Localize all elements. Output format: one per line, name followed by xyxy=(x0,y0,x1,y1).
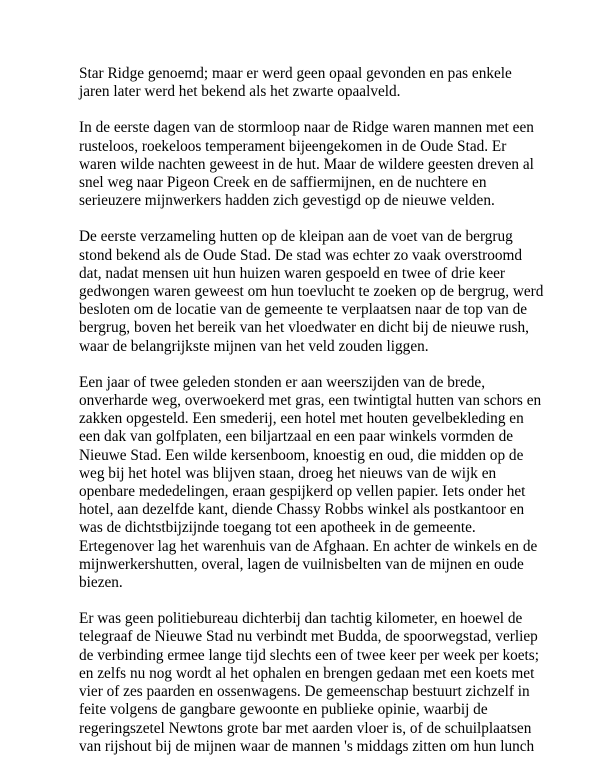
paragraph-5 xyxy=(79,610,560,756)
text-line: hotel, aan dezelfde kant, diende Chassy Robbs winkel als postkantoor en xyxy=(79,501,525,519)
paragraph-2 xyxy=(79,119,560,210)
text-line: besloten om de locatie van de gemeente te verplaatsen naar de top van de xyxy=(79,301,528,319)
text-line: stond bekend als de Oude Stad. De stad was echter zo vaak overstroomd xyxy=(79,246,523,264)
text-line: dat, nadat mensen uit hun huizen waren gespoeld en twee of drie keer xyxy=(79,264,506,282)
text-line: van rijshout bij de mijnen waar de mannen 's middags zitten om hun lunch xyxy=(79,737,535,755)
text-line: rusteloos, roekeloos temperament bijeengekomen in de Oude Stad. Er xyxy=(79,137,507,155)
paragraph-1 xyxy=(79,65,560,101)
text-line: een dak van golfplaten, een biljartzaal en een paar winkels vormden de xyxy=(79,428,514,446)
text-line: feite volgens de gangbare gewoonte en publieke opinie, waarbij de xyxy=(79,701,488,719)
text-line: was de dichtstbijzijnde toegang tot een apotheek in de gemeente. xyxy=(79,519,476,537)
text-line: biezen. xyxy=(79,574,123,592)
text-line: waren wilde nachten geweest in de hut. Maar de wildere geesten dreven al xyxy=(79,155,534,173)
text-line: jaren later werd het bekend als het zwarte opaalveld. xyxy=(79,83,401,101)
text-line: Er was geen politiebureau dichterbij dan tachtig kilometer, en hoewel de xyxy=(79,610,523,628)
text-line: vier of zes paarden en ossenwagens. De gemeenschap bestuurt zichzelf in xyxy=(79,683,530,701)
text-line: regeringszetel Newtons grote bar met aarden vloer is, of de schuilplaatsen xyxy=(79,719,532,737)
text-line: serieuzere mijnwerkers hadden zich gevestigd op de nieuwe velden. xyxy=(79,192,495,210)
text-line: en zelfs nu nog wordt al het ophalen en brengen gedaan met een koets met xyxy=(79,664,535,682)
paragraph-3 xyxy=(79,228,560,355)
text-line: Nieuwe Stad. Een wilde kersenboom, knoestig en oud, die midden op de xyxy=(79,446,524,464)
text-line: openbare mededelingen, eraan gespijkerd op vellen papier. Iets onder het xyxy=(79,483,526,501)
text-line: weg bij het hotel was blijven staan, droeg het nieuws van de wijk en xyxy=(79,464,497,482)
text-line: gedwongen waren geweest om hun toevlucht te zoeken op de bergrug, werd xyxy=(79,283,544,301)
text-line: telegraaf de Nieuwe Stad nu verbindt met Budda, de spoorwegstad, verliep xyxy=(79,628,538,646)
text-line: De eerste verzameling hutten op de kleipan aan de voet van de bergrug xyxy=(79,228,513,246)
text-line: waar de belangrijkste mijnen van het veld zouden liggen. xyxy=(79,337,429,355)
paragraph-4 xyxy=(79,374,560,592)
text-line: bergrug, boven het bereik van het vloedwater en dicht bij de nieuwe rush, xyxy=(79,319,529,337)
text-line: In de eerste dagen van de stormloop naar de Ridge waren mannen met een xyxy=(79,119,534,137)
text-line: snel weg naar Pigeon Creek en de saffiermijnen, en de nuchtere en xyxy=(79,174,487,192)
text-line: Ertegenover lag het warenhuis van de Afghaan. En achter de winkels en de xyxy=(79,537,538,555)
text-line: Een jaar of twee geleden stonden er aan weerszijden van de brede, xyxy=(79,373,486,391)
text-line: Star Ridge genoemd; maar er werd geen opaal gevonden en pas enkele xyxy=(79,65,512,82)
text-line: onverharde weg, overwoekerd met gras, een twintigtal hutten van schors en xyxy=(79,392,542,410)
text-line: zakken opgesteld. Een smederij, een hotel met houten gevelbekleding en xyxy=(79,410,524,428)
text-line: mijnwerkershutten, overal, lagen de vuilnisbelten van de mijnen en oude xyxy=(79,555,524,573)
text-line: de verbinding ermee lange tijd slechts een of twee keer per week per koets; xyxy=(79,646,539,664)
